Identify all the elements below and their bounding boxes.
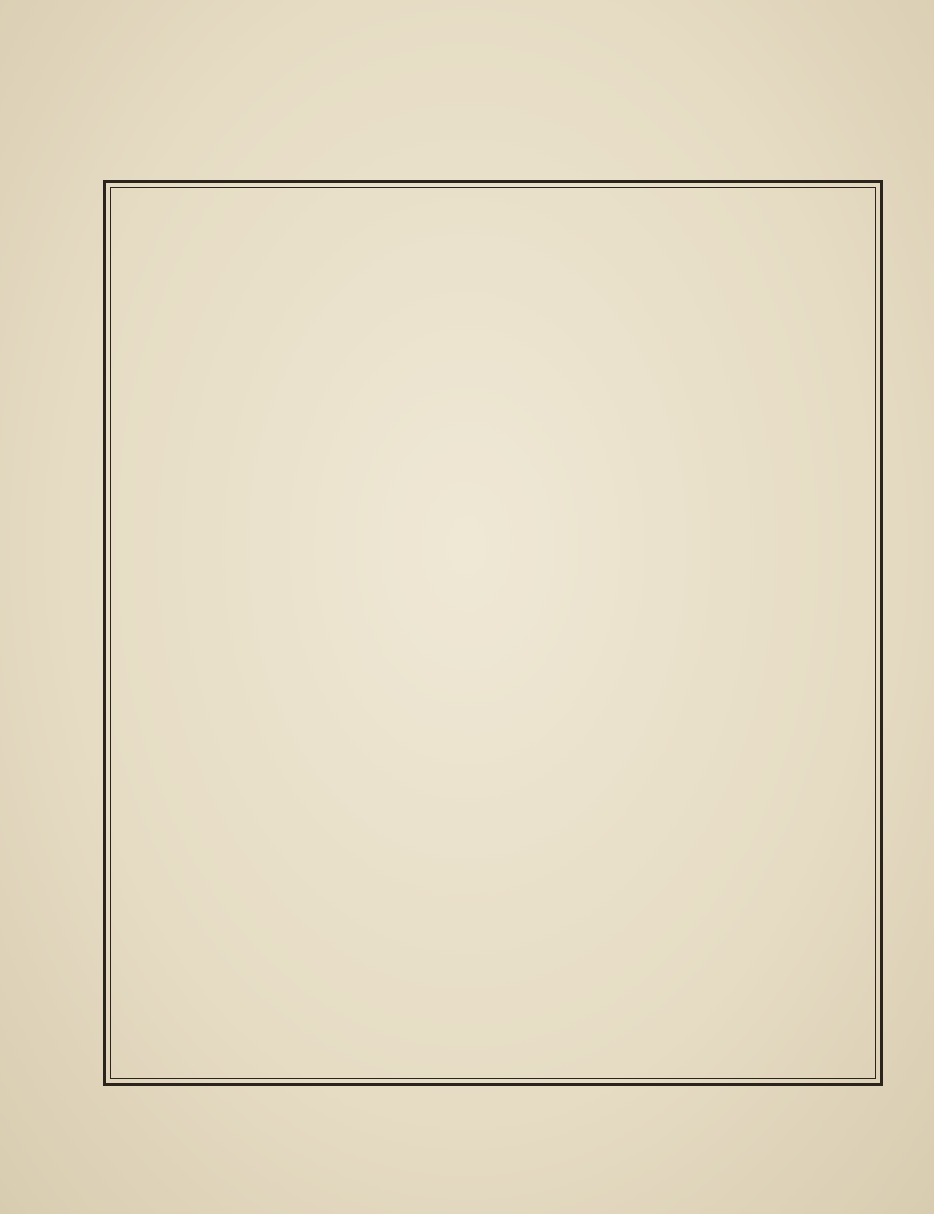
table-frame <box>103 180 883 1086</box>
article-heading <box>670 102 678 122</box>
table-inner-border <box>110 187 876 1079</box>
